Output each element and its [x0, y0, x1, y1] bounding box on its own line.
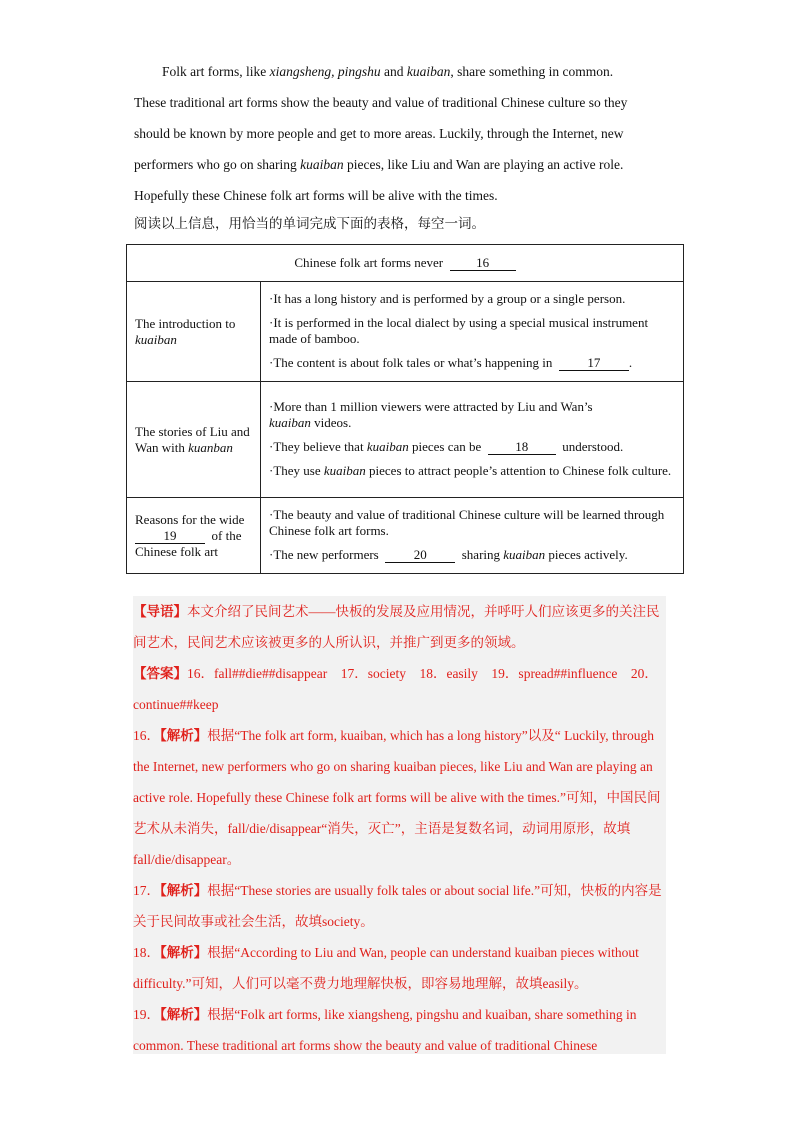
- passage-line: These traditional art forms show the beauty and value of traditional Chinese culture so they: [134, 95, 628, 110]
- passage-line: Hopefully these Chinese folk art forms will be alive with the times.: [134, 188, 498, 203]
- passage-line: Folk art forms, like xiangsheng, pingshu and kuaiban, share something in common.: [162, 64, 614, 79]
- table-title: Chinese folk art forms never 16: [127, 245, 684, 282]
- row-label: The stories of Liu and Wan with kuanban: [127, 382, 261, 498]
- blank-16[interactable]: 16: [450, 256, 516, 271]
- instruction-text: 阅读以上信息，用恰当的单词完成下面的表格，每空一词。: [134, 216, 485, 231]
- explanation-17: 17．【解析】根据“These stories are usually folk tales or about social life.”可知，快板的内容是关于民间故事或社会生活，故填society。: [133, 883, 662, 929]
- table-row: [127, 498, 684, 574]
- intro-paragraph: 【导语】本文介绍了民间艺术——快板的发展及应用情况，并呼吁人们应该更多的关注民间艺术，民间艺术应该被更多的人所认识，并推广到更多的领域。: [133, 604, 660, 650]
- explanation-16: 16．【解析】根据“The folk art form, kuaiban, which has a long history”以及“ Luckily, through the Internet, new performers who go on sharing kuaiban pieces, like Liu and Wan are playing an active role. Hopefully these Chinese folk art forms will be alive with the times.”可知，中国民间艺术从未消失，fall/die/disappear“消失，灭亡”，主语是复数名词，动词用原形，故填fall/die/disappear。: [133, 728, 661, 867]
- blank-19[interactable]: 19: [135, 529, 205, 544]
- blank-18[interactable]: 18: [488, 440, 556, 455]
- passage-line: performers who go on sharing kuaiban pieces, like Liu and Wan are playing an active role.: [134, 157, 624, 172]
- fill-in-table: [126, 244, 684, 574]
- reading-passage: [134, 56, 674, 211]
- explanation-18: 18．【解析】根据“According to Liu and Wan, people can understand kuaiban pieces without difficulty.”可知，人们可以毫不费力地理解快板，即容易地理解，故填easily。: [133, 945, 639, 991]
- blank-20[interactable]: 20: [385, 548, 455, 563]
- row-content: ·More than 1 million viewers were attracted by Liu and Wan’s kuaiban videos. ·They believe that kuaiban pieces can be 18 understood. ·They use kuaiban pieces to attract people’s attention to Chinese folk culture.: [261, 382, 684, 498]
- row-label: The introduction to kuaiban: [127, 282, 261, 382]
- answer-key: 【答案】16．fall##die##disappear 17．society 18．easily 19．spread##influence 20．continue##keep: [133, 666, 658, 712]
- row-content: ·The beauty and value of traditional Chinese culture will be learned through Chinese folk art forms. ·The new performers 20 sharing kuaiban pieces actively.: [261, 498, 684, 574]
- passage-line: should be known by more people and get to more areas. Luckily, through the Internet, new: [134, 126, 624, 141]
- table-header-row: [127, 245, 684, 282]
- explanation-19: 19．【解析】根据“Folk art forms, like xiangsheng, pingshu and kuaiban, share something in common. These traditional art forms show the beauty and value of traditional Chinese: [133, 1007, 637, 1053]
- blank-17[interactable]: 17: [559, 356, 629, 371]
- row-content: ·It has a long history and is performed by a group or a single person. ·It is performed in the local dialect by using a special musical instrument made of bamboo. ·The content is about folk tales or what’s happening in 17 .: [261, 282, 684, 382]
- table-row: [127, 282, 684, 382]
- row-label: Reasons for the wide 19 of the Chinese folk art: [127, 498, 261, 574]
- table-row: [127, 382, 684, 498]
- answer-section: [133, 596, 666, 1054]
